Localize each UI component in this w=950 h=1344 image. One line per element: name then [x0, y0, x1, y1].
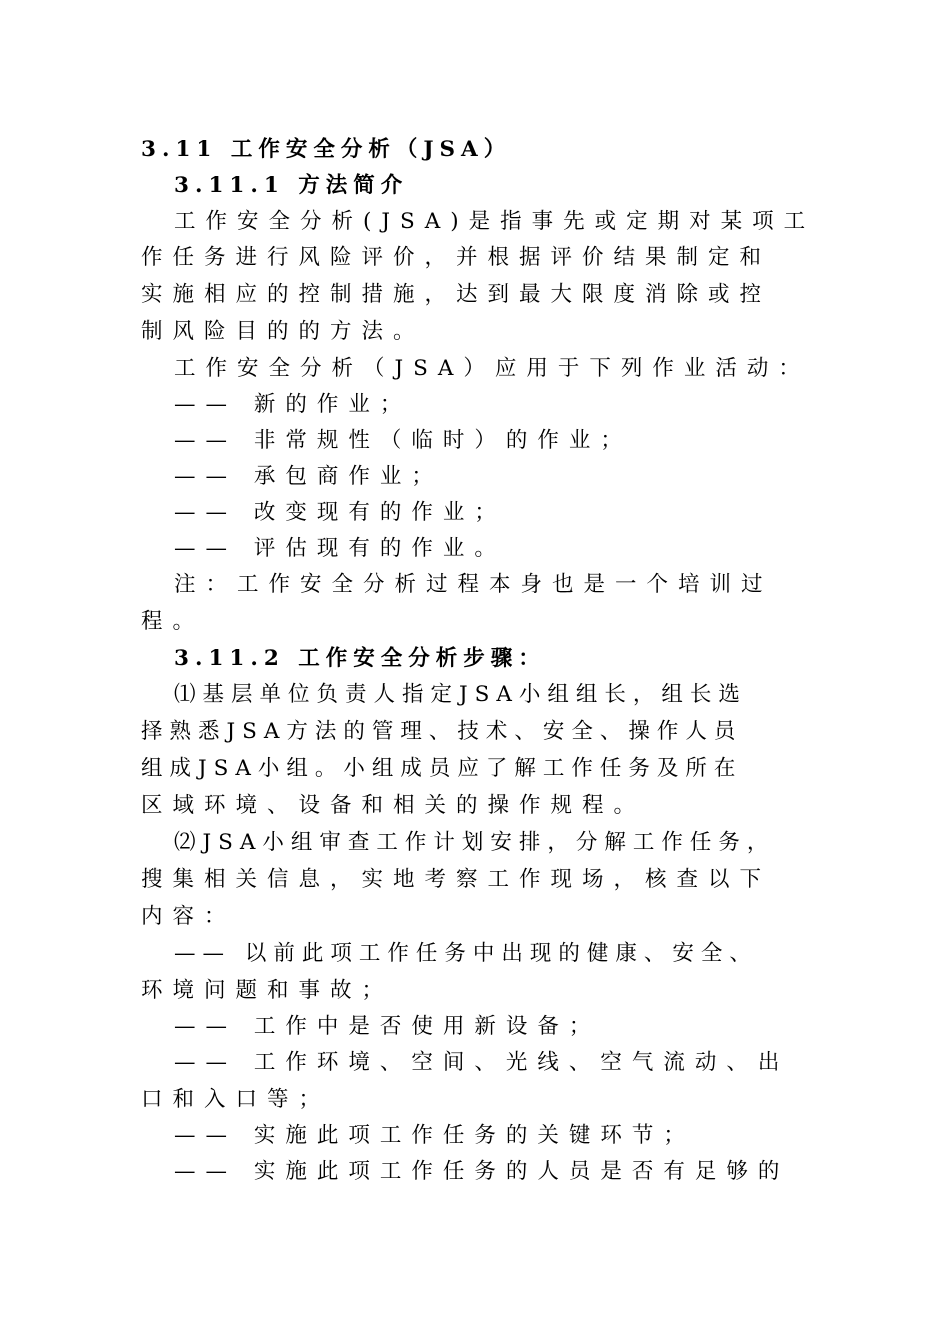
note-line: 程。: [141, 609, 205, 634]
list-item: —— 承包商作业；: [174, 464, 443, 489]
section-heading: 3.11 工作安全分析（JSA）: [141, 137, 512, 162]
list-item: —— 工作环境、空间、光线、空气流动、出: [174, 1050, 790, 1075]
paragraph-line: ⑴基层单位负责人指定JSA小组组长，组长选: [174, 682, 747, 707]
note-line: 注：工作安全分析过程本身也是一个培训过: [174, 572, 773, 597]
list-item: —— 以前此项工作任务中出现的健康、安全、: [174, 941, 758, 966]
list-item: —— 工作中是否使用新设备；: [174, 1014, 601, 1039]
paragraph-line: 工作安全分析（JSA）应用于下列作业活动：: [174, 356, 810, 381]
paragraph-line: ⑵JSA小组审查工作计划安排，分解工作任务，: [174, 830, 776, 855]
list-item: —— 实施此项工作任务的关键环节；: [174, 1123, 695, 1148]
list-item: —— 改变现有的作业；: [174, 500, 506, 525]
paragraph-line: 择熟悉JSA方法的管理、技术、安全、操作人员: [141, 719, 743, 744]
paragraph-line: 组成JSA小组。小组成员应了解工作任务及所在: [141, 756, 743, 781]
list-item: 环境问题和事故；: [141, 978, 394, 1003]
list-item: —— 评估现有的作业。: [174, 536, 506, 561]
list-item: —— 非常规性（临时）的作业；: [174, 428, 632, 453]
list-item: —— 实施此项工作任务的人员是否有足够的: [174, 1159, 790, 1184]
list-item: 口和入口等；: [141, 1087, 331, 1112]
paragraph-line: 工作安全分析(JSA)是指事先或定期对某项工: [174, 209, 816, 234]
subsection-heading: 3.11.1 方法简介: [174, 173, 409, 198]
subsection-heading: 3.11.2 工作安全分析步骤：: [174, 646, 546, 671]
paragraph-line: 实施相应的控制措施，达到最大限度消除或控: [141, 282, 772, 307]
paragraph-line: 内容：: [141, 904, 236, 929]
paragraph-line: 制风险目的的方法。: [141, 319, 425, 344]
list-item: —— 新的作业；: [174, 392, 412, 417]
paragraph-line: 搜集相关信息，实地考察工作现场，核查以下: [141, 867, 772, 892]
paragraph-line: 作任务进行风险评价，并根据评价结果制定和: [141, 245, 772, 270]
paragraph-line: 区域环境、设备和相关的操作规程。: [141, 793, 646, 818]
